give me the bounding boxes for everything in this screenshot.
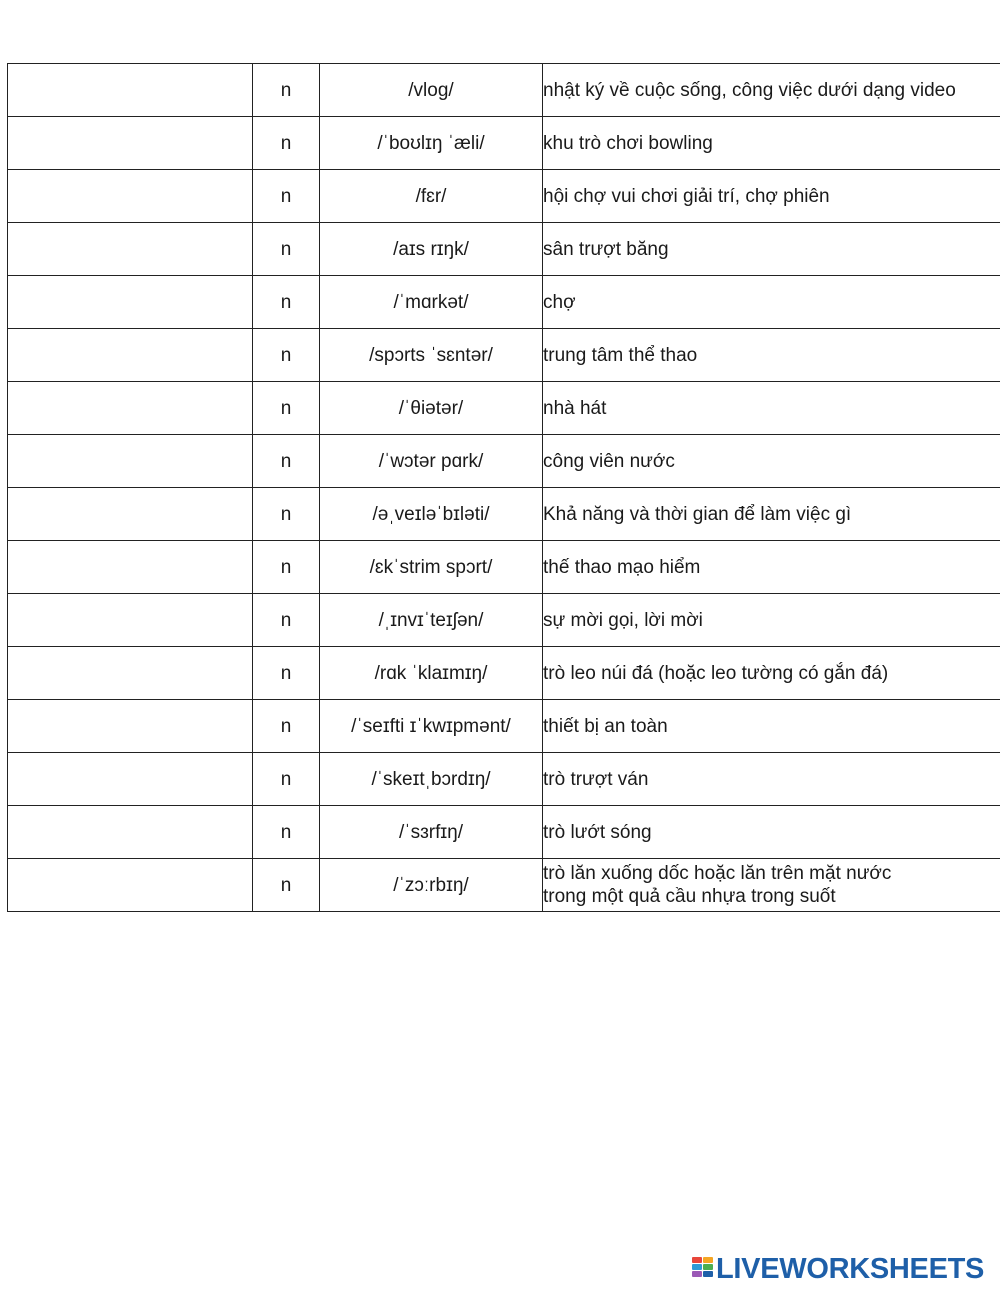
part-of-speech-cell: n — [253, 64, 320, 117]
part-of-speech-cell: n — [253, 647, 320, 700]
liveworksheets-logo-icon — [692, 1256, 714, 1282]
meaning-line: nhà hát — [543, 397, 607, 419]
vocab-row — [8, 435, 1000, 488]
meaning-cell — [543, 329, 1000, 382]
meaning-line: thiết bị an toàn — [543, 715, 668, 737]
meaning-cell — [543, 806, 1000, 859]
meaning-line: nhật ký về cuộc sống, công việc dưới dạng video — [543, 79, 956, 101]
meaning-cell — [543, 647, 1000, 700]
word-answer-cell[interactable] — [8, 382, 253, 435]
word-answer-cell[interactable] — [8, 488, 253, 541]
vocab-row — [8, 117, 1000, 170]
meaning-cell — [543, 223, 1000, 276]
meaning-cell — [543, 541, 1000, 594]
ipa-cell: /ˈskeɪtˌbɔrdɪŋ/ — [320, 753, 543, 806]
vocab-row — [8, 700, 1000, 753]
vocabulary-table-body — [8, 64, 1000, 912]
word-answer-cell[interactable] — [8, 170, 253, 223]
word-answer-cell[interactable] — [8, 806, 253, 859]
part-of-speech-cell: n — [253, 329, 320, 382]
part-of-speech-cell: n — [253, 223, 320, 276]
vocab-row — [8, 382, 1000, 435]
vocab-row — [8, 594, 1000, 647]
part-of-speech-cell: n — [253, 488, 320, 541]
meaning-cell — [543, 859, 1000, 912]
ipa-cell: /əˌveɪləˈbɪləti/ — [320, 488, 543, 541]
ipa-cell: /ˌɪnvɪˈteɪʃən/ — [320, 594, 543, 647]
word-answer-cell[interactable] — [8, 541, 253, 594]
word-answer-cell[interactable] — [8, 329, 253, 382]
ipa-cell: /ˈθiətər/ — [320, 382, 543, 435]
ipa-cell: /vlog/ — [320, 64, 543, 117]
meaning-cell — [543, 64, 1000, 117]
vocab-row — [8, 329, 1000, 382]
part-of-speech-cell: n — [253, 753, 320, 806]
word-answer-cell[interactable] — [8, 276, 253, 329]
word-answer-cell[interactable] — [8, 700, 253, 753]
part-of-speech-cell: n — [253, 806, 320, 859]
meaning-line: khu trò chơi bowling — [543, 132, 713, 154]
vocabulary-table — [7, 63, 1000, 912]
ipa-cell: /ˈzɔːrbɪŋ/ — [320, 859, 543, 912]
word-answer-cell[interactable] — [8, 64, 253, 117]
word-answer-cell[interactable] — [8, 859, 253, 912]
word-answer-cell[interactable] — [8, 594, 253, 647]
meaning-line: chợ — [543, 291, 576, 313]
meaning-line: công viên nước — [543, 450, 675, 472]
meaning-line: sự mời gọi, lời mời — [543, 609, 703, 631]
vocab-row — [8, 541, 1000, 594]
meaning-cell — [543, 753, 1000, 806]
word-answer-cell[interactable] — [8, 223, 253, 276]
ipa-cell: /aɪs rɪŋk/ — [320, 223, 543, 276]
part-of-speech-cell: n — [253, 700, 320, 753]
meaning-line: trò lướt sóng — [543, 821, 652, 843]
meaning-line: sân trượt băng — [543, 238, 669, 260]
meaning-cell — [543, 488, 1000, 541]
meaning-line: trung tâm thể thao — [543, 344, 698, 366]
meaning-cell — [543, 170, 1000, 223]
part-of-speech-cell: n — [253, 859, 320, 912]
ipa-cell: /spɔrts ˈsɛntər/ — [320, 329, 543, 382]
meaning-cell — [543, 435, 1000, 488]
vocab-row — [8, 488, 1000, 541]
part-of-speech-cell: n — [253, 541, 320, 594]
meaning-line: thế thao mạo hiểm — [543, 556, 701, 578]
vocab-row — [8, 647, 1000, 700]
meaning-line: trò lăn xuống dốc hoặc lăn trên mặt nước — [543, 863, 892, 884]
meaning-line: hội chợ vui chơi giải trí, chợ phiên — [543, 185, 830, 207]
word-answer-cell[interactable] — [8, 753, 253, 806]
meaning-cell — [543, 117, 1000, 170]
vocab-row — [8, 170, 1000, 223]
part-of-speech-cell: n — [253, 117, 320, 170]
ipa-cell: /ˈseɪfti ɪˈkwɪpmənt/ — [320, 700, 543, 753]
part-of-speech-cell: n — [253, 382, 320, 435]
vocab-row — [8, 806, 1000, 859]
liveworksheets-brand — [692, 1254, 984, 1284]
vocab-row — [8, 753, 1000, 806]
ipa-cell: /ˈmɑrkət/ — [320, 276, 543, 329]
vocab-row — [8, 64, 1000, 117]
ipa-cell: /ˈsɜrfɪŋ/ — [320, 806, 543, 859]
meaning-line: trò leo núi đá (hoặc leo tường có gắn đá) — [543, 662, 889, 684]
vocab-row — [8, 276, 1000, 329]
part-of-speech-cell: n — [253, 435, 320, 488]
brand-text: LIVEWORKSHEETS — [716, 1253, 985, 1285]
part-of-speech-cell: n — [253, 276, 320, 329]
ipa-cell: /rɑk ˈklaɪmɪŋ/ — [320, 647, 543, 700]
meaning-line: Khả năng và thời gian để làm việc gì — [543, 503, 852, 525]
meaning-line: trong một quả cầu nhựa trong suốt — [543, 886, 836, 907]
meaning-cell — [543, 382, 1000, 435]
meaning-line: trò trượt ván — [543, 768, 649, 790]
meaning-cell — [543, 276, 1000, 329]
ipa-cell: /ˈwɔtər pɑrk/ — [320, 435, 543, 488]
ipa-cell: /ˈboʊlɪŋ ˈæli/ — [320, 117, 543, 170]
word-answer-cell[interactable] — [8, 117, 253, 170]
meaning-cell — [543, 700, 1000, 753]
part-of-speech-cell: n — [253, 594, 320, 647]
word-answer-cell[interactable] — [8, 647, 253, 700]
ipa-cell: /ɛkˈstrim spɔrt/ — [320, 541, 543, 594]
vocab-row — [8, 223, 1000, 276]
ipa-cell: /fɛr/ — [320, 170, 543, 223]
word-answer-cell[interactable] — [8, 435, 253, 488]
meaning-cell — [543, 594, 1000, 647]
part-of-speech-cell: n — [253, 170, 320, 223]
vocab-row — [8, 859, 1000, 912]
